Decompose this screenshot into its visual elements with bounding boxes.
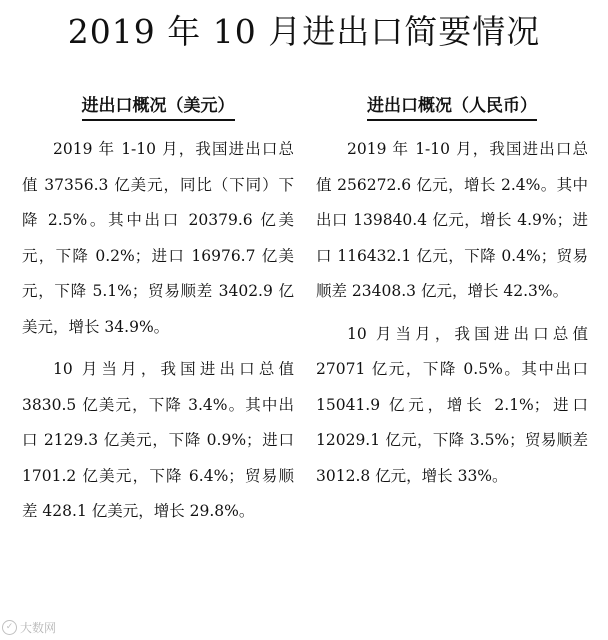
watermark <box>2 616 56 638</box>
page-title: 2019 年 10 月进出口简要情况 <box>67 12 541 51</box>
rmb-summary-column <box>316 92 588 494</box>
watermark-logo-icon: ✓ <box>2 620 17 635</box>
usd-summary-column <box>22 92 294 530</box>
rmb-october-paragraph: 10 月当月，我国进出口总值 27071 亿元，下降 0.5%。其中出口 15041.9 亿元，增长 2.1%；进口 12029.1 亿元，下降 3.5%；贸易顺差 3012.8 亿元，增长 33%。 <box>316 324 588 485</box>
usd-jan-oct-paragraph: 2019 年 1-10 月，我国进出口总值 37356.3 亿美元，同比（下同）下降 2.5%。其中出口 20379.6 亿美元，下降 0.2%；进口 16976.7 亿美元，下降 5.1%；贸易顺差 3402.9 亿美元，增长 34.9%。 <box>22 140 294 336</box>
rmb-section-heading: 进出口概况（人民币） <box>316 92 588 122</box>
watermark-text: 大数网 <box>20 620 57 635</box>
usd-october-paragraph: 10 月当月，我国进出口总值 3830.5 亿美元，下降 3.4%。其中出口 2129.3 亿美元，下降 0.9%；进口 1701.2 亿美元，下降 6.4%；贸易顺差 428.1 亿美元，增长 29.8%。 <box>22 360 294 520</box>
usd-section-heading: 进出口概况（美元） <box>22 92 294 122</box>
rmb-jan-oct-paragraph: 2019 年 1-10 月，我国进出口总值 256272.6 亿元，增长 2.4%。其中出口 139840.4 亿元，增长 4.9%；进口 116432.1 亿元，下降 0.4%；贸易顺差 23408.3 亿元，增长 42.3%。 <box>316 140 588 300</box>
